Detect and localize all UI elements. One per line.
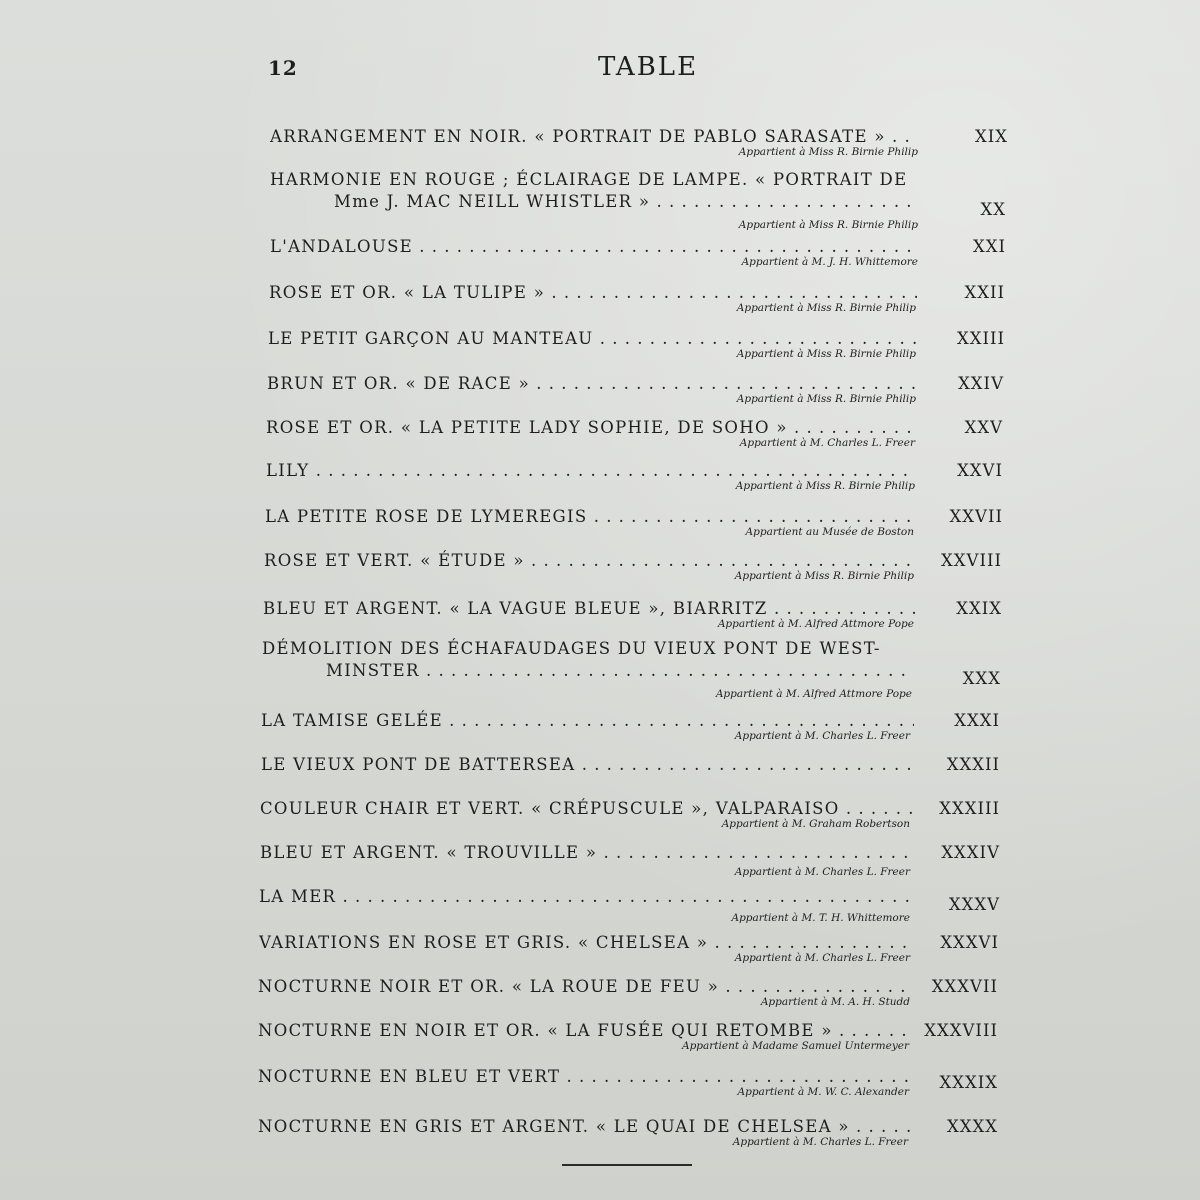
entry-title-line-2: MINSTER . . . [326,658,914,684]
entry-title: BRUN ET OR. « DE RACE » . . . [267,371,916,397]
entry-title: BLEU ET ARGENT. « TROUVILLE » . . . [260,840,914,866]
toc-entry [0,1114,1200,1158]
entry-title-line-1: HARMONIE EN ROUGE ; ÉCLAIRAGE DE LAMPE. « PORTRAIT DE [270,170,908,189]
owner-line: Appartient à Miss R. Birnie Philip [738,146,918,158]
entry-title: BLEU ET ARGENT. « LA VAGUE BLEUE », BIARRITZ . . . [263,596,915,622]
toc-entry [0,930,1200,974]
owner-line: Appartient à Miss R. Birnie Philip [736,393,916,405]
plate-number: XXXIX [939,1073,998,1092]
entry-title: ROSE ET OR. « LA PETITE LADY SOPHIE, DE SOHO » . . . [266,415,916,441]
toc-entry [0,1018,1200,1062]
plate-number: XXI [972,237,1006,256]
entry-title: VARIATIONS EN ROSE ET GRIS. « CHELSEA » . . . [259,930,913,956]
toc-entry [0,504,1200,548]
plate-number: XIX [974,127,1008,146]
plate-number: XXIX [956,599,1002,618]
owner-line: Appartient à M. Charles L. Freer [732,1136,908,1148]
owner-line: Appartient à M. Alfred Attmore Pope [715,688,912,700]
plate-number: XXXVII [931,977,998,996]
entry-title: COULEUR CHAIR ET VERT. « CRÉPUSCULE », VALPARAISO . . . [260,796,914,822]
entry-title: LA TAMISE GELÉE . . . [261,708,914,734]
toc-entry [0,840,1200,884]
plate-number: XXVII [949,507,1003,526]
plate-number: XX [980,200,1006,219]
toc-entry [0,596,1200,640]
entry-title: NOCTURNE EN BLEU ET VERT . . . [258,1064,912,1090]
plate-number: XXII [964,283,1005,302]
entry-title-line-2: Mme J. MAC NEILL WHISTLER » . . . [334,189,918,215]
entry-title: LILY . . . [266,458,916,484]
toc-entry [0,371,1200,415]
plate-number: XXIII [956,329,1005,348]
entry-title-line-1: DÉMOLITION DES ÉCHAFAUDAGES DU VIEUX PONT DE WEST- [262,639,881,658]
owner-line: Appartient à M. W. C. Alexander [737,1086,909,1098]
entry-title: LE PETIT GARÇON AU MANTEAU . . . [268,326,916,352]
entry-title: NOCTURNE NOIR ET OR. « LA ROUE DE FEU » . . . [258,974,912,1000]
toc-entry [0,708,1200,752]
toc-entry [0,884,1200,928]
owner-line: Appartient à Miss R. Birnie Philip [734,570,914,582]
entry-title: ARRANGEMENT EN NOIR. « PORTRAIT DE PABLO SARASATE » . . . [270,124,918,150]
entry-title: LA MER . . . [259,884,914,910]
toc-entry [0,796,1200,840]
owner-line: Appartient à M. Charles L. Freer [734,730,910,742]
toc-entry [0,167,1200,233]
plate-number: XXXIII [939,799,1000,818]
toc-entry [0,636,1200,704]
owner-line: Appartient au Musée de Boston [745,526,914,538]
toc-entry [0,326,1200,370]
entry-title: ROSE ET OR. « LA TULIPE » . . . [269,280,917,306]
toc-entry [0,974,1200,1018]
owner-line: Appartient à M. T. H. Whittemore [731,912,910,924]
toc-entry [0,458,1200,502]
plate-number: XXVI [957,461,1003,480]
owner-line: Appartient à M. Charles L. Freer [739,437,915,449]
owner-line: Appartient à Miss R. Birnie Philip [736,348,916,360]
plate-number: XXVIII [941,551,1002,570]
plate-number: XXXX [947,1117,998,1136]
owner-line: Appartient à Miss R. Birnie Philip [738,219,918,231]
plate-number: XXXII [946,755,1000,774]
entry-title: NOCTURNE EN GRIS ET ARGENT. « LE QUAI DE CHELSEA » . . . [258,1114,912,1140]
entry-title: LA PETITE ROSE DE LYMEREGIS . . . [265,504,915,530]
toc-entry [0,234,1200,278]
toc-entry [0,415,1200,459]
owner-line: Appartient à M. Graham Robertson [721,818,910,830]
owner-line: Appartient à Miss R. Birnie Philip [736,302,916,314]
plate-number: XXXI [954,711,1000,730]
page-title: TABLE [598,52,699,82]
owner-line: Appartient à M. A. H. Studd [760,996,910,1008]
toc-entry [0,752,1200,796]
entry-title: ROSE ET VERT. « ÉTUDE » . . . [264,548,915,574]
entry-title: LE VIEUX PONT DE BATTERSEA . . . [261,752,914,778]
plate-number: XXIV [958,374,1004,393]
toc-entry [0,548,1200,592]
plate-number: XXXVIII [924,1021,998,1040]
owner-line: Appartient à M. Charles L. Freer [734,866,910,878]
plate-number: XXXV [948,895,1000,914]
owner-line: Appartient à M. Alfred Attmore Pope [717,618,914,630]
footer-rule [562,1164,692,1166]
plate-number: XXXVI [940,933,999,952]
plate-number: XXV [964,418,1003,437]
toc-entry [0,124,1200,168]
owner-line: Appartient à M. J. H. Whittemore [741,256,918,268]
owner-line: Appartient à M. Charles L. Freer [734,952,910,964]
toc-entry [0,280,1200,324]
plate-number: XXXIV [941,843,1000,862]
plate-number: XXX [962,669,1001,688]
entry-title: NOCTURNE EN NOIR ET OR. « LA FUSÉE QUI RETOMBE » . . . [258,1018,912,1044]
owner-line: Appartient à Madame Samuel Untermeyer [682,1040,909,1052]
entry-title: L'ANDALOUSE . . . [270,234,918,260]
toc-entry [0,1064,1200,1108]
page-number: 12 [268,56,298,80]
owner-line: Appartient à Miss R. Birnie Philip [735,480,915,492]
